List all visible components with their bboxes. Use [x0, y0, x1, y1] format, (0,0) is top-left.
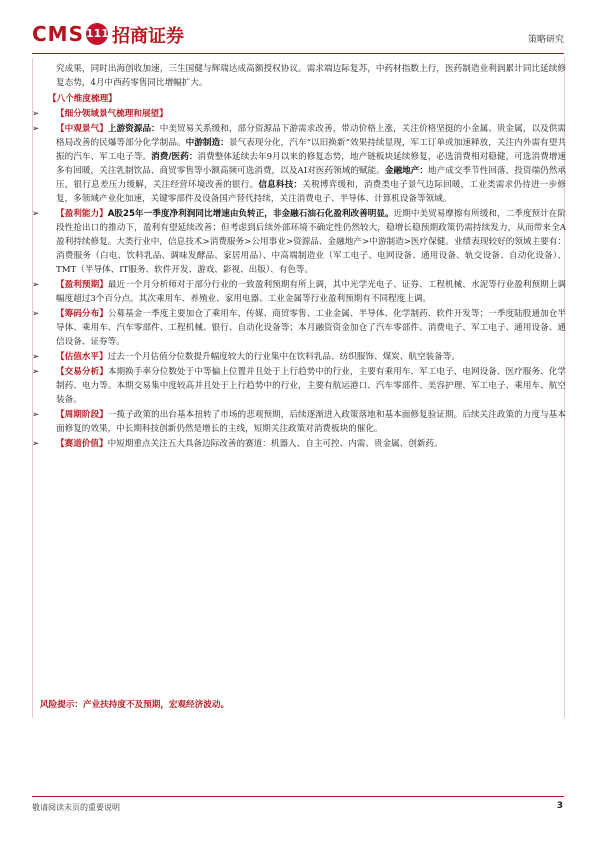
bullet-item [32, 207, 566, 277]
arrow-bullet-icon: ➢ [32, 410, 40, 420]
arrow-bullet-icon: ➢ [32, 109, 40, 119]
page-header [32, 22, 564, 52]
header-divider [32, 53, 564, 54]
bullet-text: 公募基金一季度主要加仓了乘用车、传媒、商贸零售、工业金属、半导体、化学制药、软件开发等；一季度陆股通加仓半导体、乘用车、汽车零部件、工程机械、银行、自动化设备等；本月融资资金加仓了汽车零部件、消费电子、军工电子、通用设备、通信设备、证券等。 [56, 309, 566, 347]
footer-divider [32, 796, 564, 797]
bullet-item [32, 437, 566, 451]
bullet-item [32, 365, 566, 407]
bullet-list [32, 107, 566, 451]
bullet-text: 本期换手率分位数处于中等偏上位置并且处于上行趋势中的行业，主要有乘用车、军工电子、电网设备、医疗服务、化学制药、电力等。本期交易集中度较高并且处于上行趋势中的行业，主要有航运港口、汽车零部件、美容护理、军工电子、乘用车、航空装备。 [56, 367, 566, 405]
brand-badge-icon: 111 [86, 23, 108, 45]
bullet-text: 近期中美贸易摩擦有所缓和，二季度预计在阶段性抢出口的推动下，盈利有望延续改善；但考虑到后续外部环境不确定性仍然较大，稳增长稳预期政策仍需持续发力，从而带来全A盈利持续修复。大类行业中，信息技术>消费服务>公用事业>资源品、金融地产>中游制造>医疗保健。业绩表现较好的领域主要有：消费服务（白电、饮料乳品、调味发酵品、家居用品）、中高端制造业（军工电子、电网设备、通用设备、轨交设备、自动化设备）、TMT（半导体、IT服务、软件开发、游戏、影视、出版）、有色等。 [56, 209, 566, 275]
bullet-item [32, 408, 566, 436]
risk-warning: 风险提示：产业扶持度不及预期，宏观经济波动。 [40, 700, 230, 710]
bullet-tag: 【盈利能力】 [56, 209, 108, 219]
bullet-keyword: 上游资源品： [107, 124, 160, 134]
footer-disclaimer: 敬请阅读末页的重要说明 [32, 803, 120, 812]
arrow-bullet-icon: ➢ [32, 352, 40, 362]
bullet-text: 消费整体延续去年9月以来的修复态势，地产链板块延续修复，必选消费相对稳健，可选消费增速多有回暖，关注乳制饮品、商贸零售等小额高频可选消费，以及AI对医药领域的赋能。 [56, 152, 566, 176]
bullet-text: 景气表现分化，汽车“以旧换新”效果持续显现，军工订单或加速释放，关注内外需有望共振的汽车、军工电子等。 [56, 138, 566, 162]
bullet-item [32, 107, 566, 121]
bullet-tag: 【赛道价值】 [56, 439, 108, 449]
arrow-bullet-icon: ➢ [32, 439, 40, 449]
arrow-bullet-icon: ➢ [32, 280, 40, 290]
bullet-item [32, 307, 566, 349]
left-border [32, 58, 33, 718]
bullet-keyword: A股25年一季度净利润同比增速由负转正，非金融石油石化盈利改善明显。 [107, 209, 394, 219]
bullet-tag: 【细分领域景气梳理和展望】 [56, 109, 168, 119]
bullet-text: 最近一个月分析师对于部分行业的一致盈利预期有所上调，其中光学光电子、证券、工程机械、水泥等行业盈利预期上调幅度超过3个百分点。其次乘用车、养殖业、家用电器、工业金属等行业盈利预期有不同程度上调。 [56, 280, 566, 304]
arrow-bullet-icon: ➢ [32, 209, 40, 219]
bullet-item [32, 122, 566, 206]
bullet-text: 关税博弈缓和，消费类电子景气边际回暖，工业类需求仍待进一步修复，多领域产业化加速，关键零部件及设备国产替代持续，关注消费电子、半导体、计算机设备等领域。 [56, 180, 566, 204]
intro-paragraph: 究成果，同时出海创收加速，三生国健与辉瑞达成高额授权协议。需求端边际复苏，中药材指数上行，医药制造业利润累计同比延续修复态势，4月中西药零售同比增幅扩大。 [56, 64, 566, 88]
report-section-label: 策略研究 [527, 35, 564, 45]
bullet-keyword: 信息科技： [258, 180, 303, 190]
bullet-tag: 【估值水平】 [56, 352, 108, 362]
bullet-text: 中短期重点关注五大具备边际改善的赛道：机器人、自主可控、内需、贵金属、创新药。 [107, 439, 443, 449]
section-title: 【八个维度梳理】 [48, 94, 117, 104]
brand-name: 招商证券 [112, 26, 184, 47]
bullet-text: 地产成交季节性回落，投资端仍然承压，银行息差压力缓解，关注经营环境改善的银行。 [56, 166, 566, 190]
bullet-keyword: 金融地产： [384, 166, 428, 176]
main-content [32, 62, 566, 451]
bullet-tag: 【交易分析】 [56, 367, 108, 377]
bullet-text: 中美贸易关系缓和，部分资源品下游需求改善，带动价格上涨，关注价格坚挺的小金属、贵金属，以及供需格局改善的民爆等部分化学制品。 [56, 124, 566, 148]
bullet-tag: 【盈利预期】 [56, 280, 108, 290]
arrow-bullet-icon: ➢ [32, 367, 40, 377]
bullet-item [32, 278, 566, 306]
brand-logo-text: CMS [32, 22, 84, 46]
arrow-bullet-icon: ➢ [32, 124, 40, 134]
bullet-item [32, 350, 566, 364]
bullet-text: 一揽子政策的出台基本扭转了市场的悲观预期，后续逐渐进入政策落地和基本面修复验证期。后续关注政策的力度与基本面修复的效果，中长期科技创新仍然是增长的主线，短期关注政策对消费板块的催化。 [56, 410, 566, 434]
bullet-tag: 【筹码分布】 [56, 309, 108, 319]
bullet-keyword: 消费/医药： [151, 152, 198, 162]
bullet-text: 过去一个月估值分位数提升幅度较大的行业集中在饮料乳品、纺织服饰、煤炭、航空装备等。 [107, 352, 460, 362]
page-number: 3 [556, 801, 563, 811]
bullet-keyword: 中游制造： [185, 138, 229, 148]
arrow-bullet-icon: ➢ [32, 309, 40, 319]
bullet-tag: 【周期阶段】 [56, 410, 108, 420]
bullet-tag: 【中观景气】 [56, 124, 108, 134]
